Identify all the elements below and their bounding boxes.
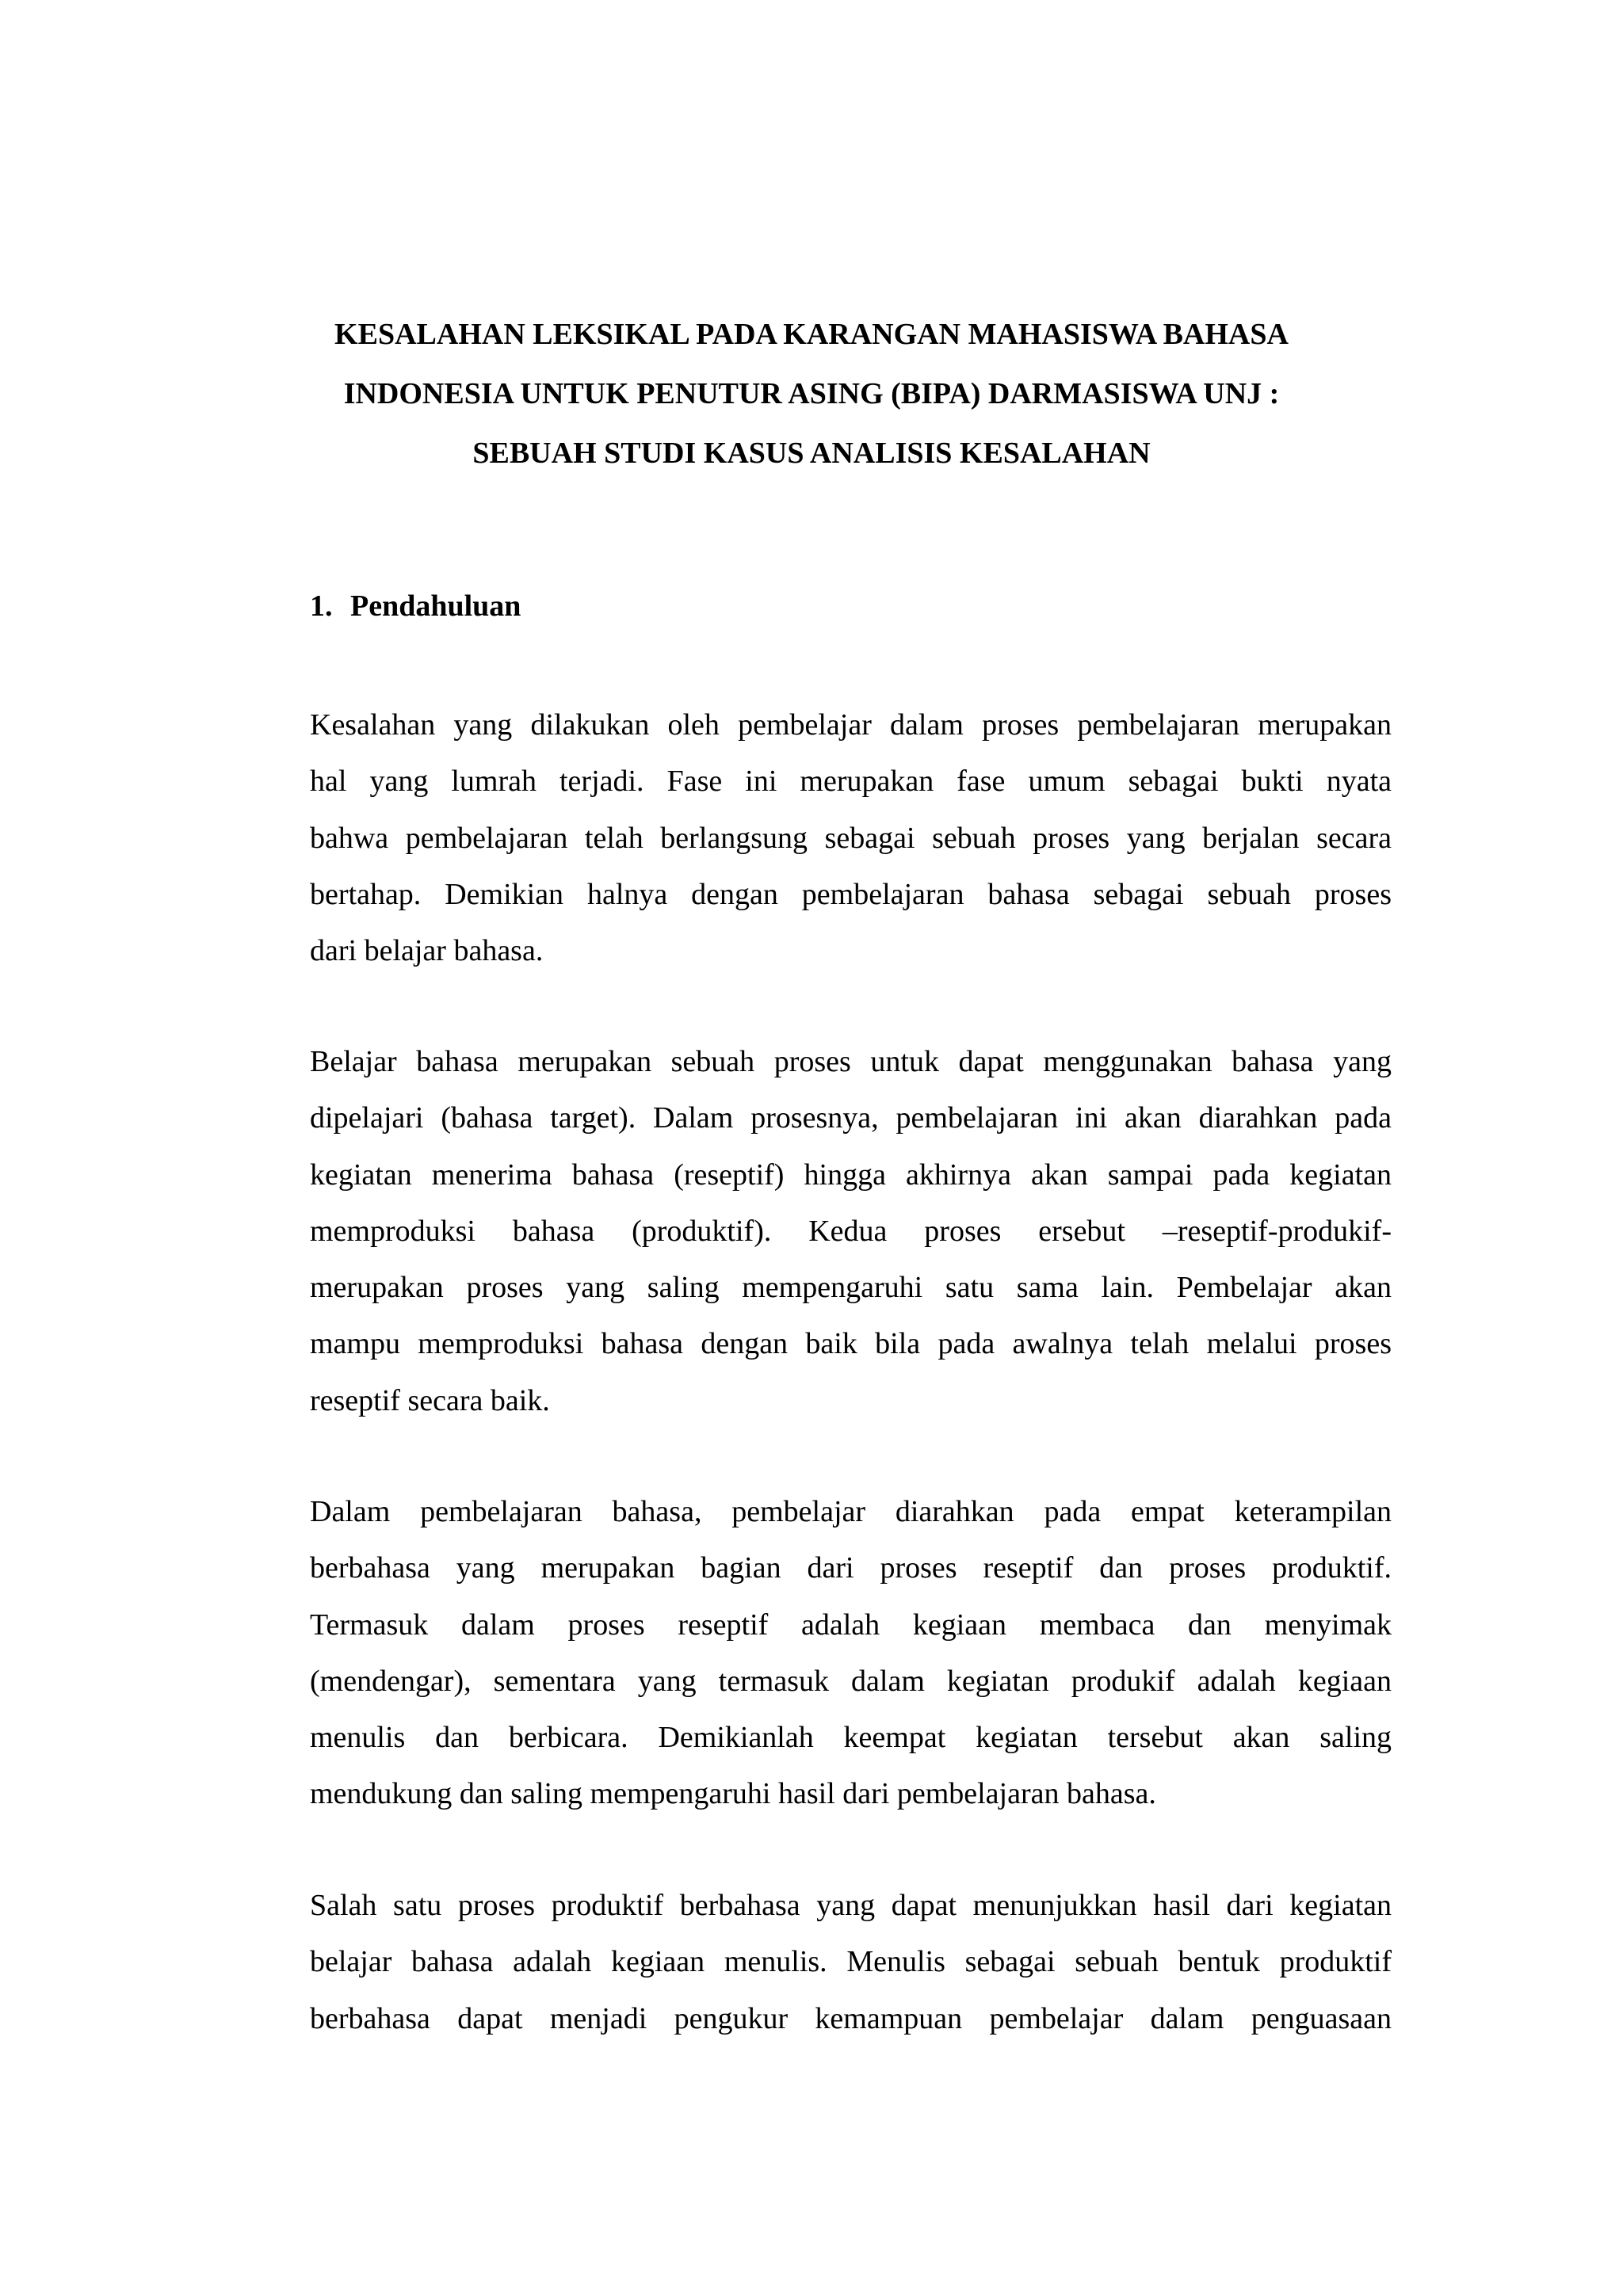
- paragraph: [310, 1484, 1392, 1823]
- paragraph-line: bertahap. Demikian halnya dengan pembelajaran bahasa sebagai sebuah proses: [310, 877, 1392, 911]
- paragraph-line: Salah satu proses produktif berbahasa yang dapat menunjukkan hasil dari kegiatan: [310, 1889, 1392, 1922]
- paragraph-line: Dalam pembelajaran bahasa, pembelajar diarahkan pada empat keterampilan: [310, 1495, 1392, 1528]
- paragraph-line: mendukung dan saling mempengaruhi hasil dari pembelajaran bahasa.: [310, 1777, 1156, 1811]
- paragraph-line: Belajar bahasa merupakan sebuah proses untuk dapat menggunakan bahasa yang: [310, 1045, 1392, 1078]
- paragraph-line: Termasuk dalam proses reseptif adalah kegiaan membaca dan menyimak: [310, 1608, 1392, 1642]
- title-line: SEBUAH STUDI KASUS ANALISIS KESALAHAN: [472, 437, 1151, 470]
- document-title: [238, 305, 1385, 483]
- paragraph-line: (mendengar), sementara yang termasuk dalam kegiatan produkif adalah kegiaan: [310, 1664, 1392, 1698]
- section-number: 1.: [310, 589, 333, 623]
- paragraph-line: berbahasa dapat menjadi pengukur kemampuan pembelajar dalam penguasaan: [310, 2001, 1392, 2035]
- paragraph-line: merupakan proses yang saling mempengaruhi satu sama lain. Pembelajar akan: [310, 1271, 1392, 1305]
- paragraph-line: berbahasa yang merupakan bagian dari proses reseptif dan proses produktif.: [310, 1551, 1392, 1585]
- paragraph-line: dipelajari (bahasa target). Dalam prosesnya, pembelajaran ini akan diarahkan pada: [310, 1101, 1392, 1135]
- paragraph: [310, 1878, 1392, 2047]
- section-heading: [310, 586, 521, 626]
- paragraph-line: Kesalahan yang dilakukan oleh pembelajar dalam proses pembelajaran merupakan: [310, 708, 1392, 742]
- paragraph-line: reseptif secara baik.: [310, 1383, 550, 1417]
- paragraph: [310, 697, 1392, 979]
- paragraph-line: bahwa pembelajaran telah berlangsung sebagai sebuah proses yang berjalan secara: [310, 821, 1392, 855]
- title-line: KESALAHAN LEKSIKAL PADA KARANGAN MAHASISWA BAHASA: [334, 318, 1289, 351]
- paragraph-line: memproduksi bahasa (produktif). Kedua proses ersebut –reseptif-produkif-: [310, 1214, 1392, 1248]
- paragraph-line: menulis dan berbicara. Demikianlah keempat kegiatan tersebut akan saling: [310, 1721, 1392, 1755]
- paragraph-line: dari belajar bahasa.: [310, 934, 544, 968]
- paragraph-line: hal yang lumrah terjadi. Fase ini merupakan fase umum sebagai bukti nyata: [310, 765, 1392, 799]
- section-title: Pendahuluan: [350, 589, 521, 623]
- paragraph-line: belajar bahasa adalah kegiaan menulis. Menulis sebagai sebuah bentuk produktif: [310, 1945, 1392, 1979]
- paragraph: [310, 1034, 1392, 1429]
- paragraph-line: mampu memproduksi bahasa dengan baik bila pada awalnya telah melalui proses: [310, 1327, 1392, 1361]
- title-line: INDONESIA UNTUK PENUTUR ASING (BIPA) DARMASISWA UNJ :: [343, 377, 1280, 410]
- paragraph-line: kegiatan menerima bahasa (reseptif) hingga akhirnya akan sampai pada kegiatan: [310, 1158, 1392, 1192]
